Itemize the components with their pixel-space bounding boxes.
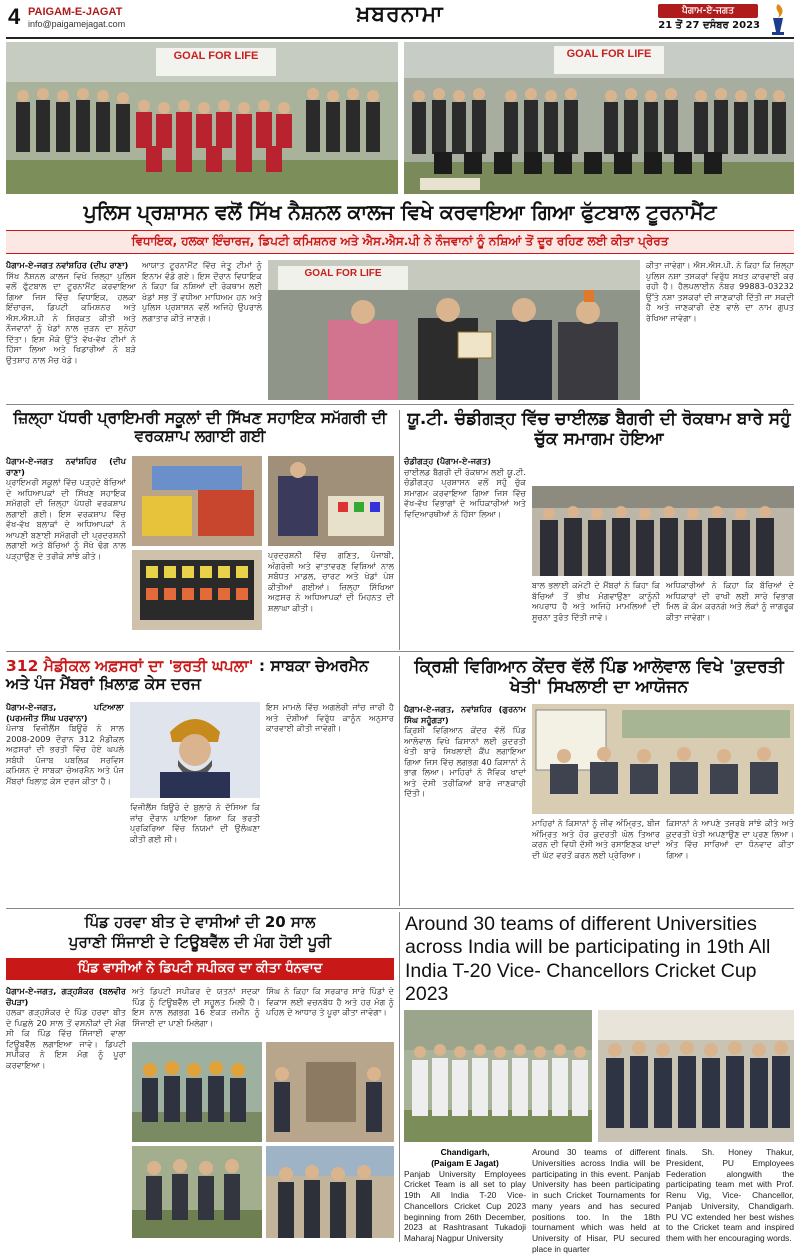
story6-text-3: ਸਿੰਘ ਨੇ ਕਿਹਾ ਕਿ ਸਰਕਾਰ ਸਾਰੇ ਪਿੰਡਾਂ ਦੇ ਵਿਕਾਸ ਲਈ ਵਚਨਬੱਧ ਹੈ ਅਤੇ ਹਰ ਮੰਗ ਨੂੰ ਪਹਿਲ ਦੇ ਆਧਾਰ ਤੇ ਪੂਰਾ ਕੀਤਾ ਜਾਵੇਗਾ। [266, 986, 394, 1017]
story6-column-1 [6, 986, 126, 1241]
story3-column-3 [666, 580, 794, 646]
story4-column-2 [532, 818, 660, 904]
goal-for-life-banner-2: GOAL FOR LIFE [566, 48, 652, 60]
recruitment-scam-headline-red: 312 ਮੈਡੀਕਲ ਅਫ਼ਸਰਾਂ ਦਾ 'ਭਰਤੀ ਘਪਲਾ' [6, 657, 254, 675]
pledge-ceremony-photo [532, 486, 794, 576]
child-begging-headline: ਯੂ.ਟੀ. ਚੰਡੀਗੜ੍ਹ ਵਿੱਚ ਚਾਈਲਡ ਬੈਗਰੀ ਦੀ ਰੋਕਥਾਮ ਬਾਰੇ ਸਹੁੰ ਚੁੱਕ ਸਮਾਗਮ ਹੋਇਆ [407, 409, 791, 449]
page-number: 4 [8, 4, 21, 29]
story2-column-2 [268, 550, 394, 646]
football-tournament-subhead: ਵਿਧਾਇਕ, ਹਲਕਾ ਇੰਚਾਰਜ, ਡਿਪਟੀ ਕਮਿਸ਼ਨਰ ਅਤੇ ਐਸ.ਐਸ.ਪੀ ਨੇ ਨੌਜਵਾਨਾਂ ਨੂੰ ਨਸ਼ਿਆਂ ਤੋਂ ਦੂਰ ਰਹਿਣ ਲਈ ਕੀਤਾ ਪ੍ਰੇਰਤ [131, 234, 669, 248]
story2-text-1: ਪ੍ਰਾਇਮਰੀ ਸਕੂਲਾਂ ਵਿੱਚ ਪੜ੍ਹਦੇ ਬੱਚਿਆਂ ਦੇ ਅਧਿਆਪਕਾਂ ਦੀ ਸਿੱਖਣ ਸਹਾਇਕ ਸਮੱਗਰੀ ਦੀ ਜ਼ਿਲ੍ਹਾ ਪੱਧਰੀ ਵਰਕਸ਼ਾਪ ਲਗਾਈ ਗਈ। ਇਸ ਵਰਕਸ਼ਾਪ ਵਿੱਚ ਵੱਖ-ਵੱਖ ਬਲਾਕਾਂ ਦੇ ਅਧਿਆਪਕਾਂ ਨੇ ਆਪਣੀ ਬਣਾਈ ਸਮੱਗਰੀ ਦੀ ਪ੍ਰਦਰਸ਼ਨੀ ਲਗਾਈ ਅਤੇ ਬੱਚਿਆਂ ਨੂੰ ਸੌਖੇ ਢੰਗ ਨਾਲ ਪੜ੍ਹਾਉਣ ਦੇ ਤਰੀਕੇ ਸਾਂਝੇ ਕੀਤੇ। [6, 477, 126, 561]
story7-text-3: finals. Sh. Honey Thakur, President, PU Employees Federation alongwith the participating team met with Prof. Renu Vig, Vice- Chancellor, Panjab University, Chandigarh. PU VC extended her best wishes to the Cricket team and inspired them with her encouraging words. [666, 1147, 794, 1243]
story5-column-1 [6, 702, 124, 904]
story3-text-1: ਚਾਈਲਡ ਬੈਗਰੀ ਦੀ ਰੋਕਥਾਮ ਲਈ ਯੂ.ਟੀ. ਚੰਡੀਗੜ੍ਹ ਪ੍ਰਸ਼ਾਸਨ ਵਲੋਂ ਸਹੁੰ ਚੁੱਕ ਸਮਾਗਮ ਕਰਵਾਇਆ ਗਿਆ ਜਿਸ ਵਿੱਚ ਵੱਖ-ਵੱਖ ਵਿਭਾਗਾਂ ਦੇ ਅਧਿਕਾਰੀਆਂ ਅਤੇ ਵਿਦਿਆਰਥੀਆਂ ਨੇ ਹਿੱਸਾ ਲਿਆ। [404, 466, 526, 519]
cricket-team-photo-1 [404, 1010, 592, 1142]
story2-column-1 [6, 456, 126, 646]
tubewell-headline-line2: ਪੁਰਾਣੀ ਸਿੰਜਾਈ ਦੇ ਟਿਊਬਵੈੱਲ ਦੀ ਮੰਗ ਹੋਈ ਪੂਰੀ [68, 933, 332, 951]
goal-for-life-banner-3: GOAL FOR LIFE [304, 268, 382, 279]
football-team-photo-1 [6, 42, 398, 194]
goal-for-life-banner: GOAL FOR LIFE [173, 50, 259, 62]
tubewell-photo-4 [266, 1146, 394, 1238]
tubewell-headline-line1: ਪਿੰਡ ਹਰਵਾ ਬੀਤ ਦੇ ਵਾਸੀਆਂ ਦੀ 20 ਸਾਲ [84, 913, 316, 931]
farming-training-photo [532, 704, 794, 814]
story7-column-3 [666, 1147, 794, 1243]
story5-text-1: ਪੰਜਾਬ ਵਿਜੀਲੈਂਸ ਬਿਊਰੋ ਨੇ ਸਾਲ 2008-2009 ਦੌਰਾਨ 312 ਮੈਡੀਕਲ ਅਫ਼ਸਰਾਂ ਦੀ ਭਰਤੀ ਵਿੱਚ ਹੋਏ ਘਪਲੇ ਸਬੰਧੀ ਪੰਜਾਬ ਪਬਲਿਕ ਸਰਵਿਸ ਕਮਿਸ਼ਨ ਦੇ ਸਾਬਕਾ ਚੇਅਰਮੈਨ ਅਤੇ ਪੰਜ ਮੈਂਬਰਾਂ ਖ਼ਿਲਾਫ਼ ਕੇਸ ਦਰਜ ਕੀਤਾ ਹੈ। [6, 723, 124, 786]
section-title: ਖ਼ਬਰਨਾਮਾ [356, 2, 444, 27]
story7-text-2: Around 30 teams of different Universities across India will be participating in this event. Panjab University has been participating in such Cricket Tournaments for many years and has secured positions too. In the 18th tournament which was held at University of Hisar, PU secured place in quarter [532, 1147, 660, 1254]
story6-column-2 [132, 986, 260, 1038]
football-team-photo-2 [404, 42, 794, 194]
story1-dateline: ਪੈਗਾਮ-ਏ-ਜਗਤ ਨਵਾਂਸ਼ਹਿਰ (ਦੀਪ ਰਾਣਾ) [6, 260, 129, 270]
story7-column-2 [532, 1147, 660, 1254]
email[interactable]: info@paigamejagat.com [28, 19, 126, 29]
story3-column-2 [532, 580, 660, 646]
story1-text-2: ਆਯਾਤ ਟੂਰਨਾਮੈਂਟ ਵਿੱਚ ਜੇਤੂ ਟੀਮਾਂ ਨੂੰ ਇਨਾਮ ਵੰਡੇ ਗਏ। ਇਸ ਦੌਰਾਨ ਵਿਧਾਇਕ ਨੇ ਕਿਹਾ ਕਿ ਨਸ਼ਿਆਂ ਦੀ ਰੋਕਥਾਮ ਲਈ ਖੇਡਾਂ ਸਭ ਤੋਂ ਵਧੀਆ ਮਾਧਿਅਮ ਹਨ ਅਤੇ ਪੁਲਿਸ ਪ੍ਰਸ਼ਾਸਨ ਵਲੋਂ ਅਜਿਹੇ ਉਪਰਾਲੇ ਲਗਾਤਾਰ ਕੀਤੇ ਜਾਣਗੇ। [142, 260, 262, 323]
workshop-photo-2 [268, 456, 394, 546]
story3-dateline: ਚੰਡੀਗੜ੍ਹ (ਪੈਗਾਮ-ਏ-ਜਗਤ) [404, 456, 491, 466]
workshop-photo-3 [132, 550, 262, 630]
story5-column-3 [130, 802, 260, 904]
story6-text-1: ਹਲਕਾ ਗੜ੍ਹਸ਼ੰਕਰ ਦੇ ਪਿੰਡ ਹਰਵਾ ਬੀਤ ਦੇ ਪਿਛਲੇ 20 ਸਾਲ ਤੋਂ ਵਸਨੀਕਾਂ ਦੀ ਮੰਗ ਸੀ ਕਿ ਪਿੰਡ ਵਿੱਚ ਸਿੰਜਾਈ ਵਾਲਾ ਟਿਊਬਵੈੱਲ ਲਗਾਇਆ ਜਾਵੇ। ਡਿਪਟੀ ਸਪੀਕਰ ਨੇ ਇਸ ਮੰਗ ਨੂੰ ਪੂਰਾ ਕਰਵਾਇਆ। [6, 1007, 126, 1070]
brand-name: PAIGAM-E-JAGAT [28, 6, 123, 18]
story3-column-1 [404, 456, 526, 576]
natural-farming-headline: ਕ੍ਰਿਸ਼ੀ ਵਿਗਿਆਨ ਕੇਂਦਰ ਵੱਲੋਂ ਪਿੰਡ ਆਲੋਵਾਲ ਵਿਖੇ 'ਕੁਦਰਤੀ ਖੇਤੀ' ਸਿਖਲਾਈ ਦਾ ਆਯੋਜਨ [414, 657, 784, 697]
story3-text-3: ਅਧਿਕਾਰੀਆਂ ਨੇ ਕਿਹਾ ਕਿ ਬੱਚਿਆਂ ਦੇ ਅਧਿਕਾਰਾਂ ਦੀ ਰਾਖੀ ਲਈ ਸਾਰੇ ਵਿਭਾਗ ਮਿਲ ਕੇ ਕੰਮ ਕਰਨਗੇ ਅਤੇ ਲੋਕਾਂ ਨੂੰ ਜਾਗਰੂਕ ਕੀਤਾ ਜਾਵੇਗਾ। [666, 580, 794, 622]
story7-column-1 [404, 1147, 526, 1243]
issue-date: 21 ਤੋਂ 27 ਦਸੰਬਰ 2023 [658, 20, 760, 31]
story7-dateline-source: (Paigam E Jagat) [431, 1157, 499, 1168]
story4-text-3: ਕਿਸਾਨਾਂ ਨੇ ਆਪਣੇ ਤਜਰਬੇ ਸਾਂਝੇ ਕੀਤੇ ਅਤੇ ਕੁਦਰਤੀ ਖੇਤੀ ਅਪਣਾਉਣ ਦਾ ਪ੍ਰਣ ਲਿਆ। ਅੰਤ ਵਿੱਚ ਸਾਰਿਆਂ ਦਾ ਧੰਨਵਾਦ ਕੀਤਾ ਗਿਆ। [666, 818, 794, 860]
story7-dateline-place: Chandigarh, [440, 1147, 490, 1157]
award-ceremony-photo [268, 260, 640, 400]
tubewell-photo-1 [132, 1042, 262, 1142]
story1-column-1 [6, 260, 136, 400]
recruitment-scam-headline-black: : ਸਾਬਕਾ ਚੇਅਰਮੈਨ ਅਤੇ ਪੰਜ ਮੈਂਬਰਾਂ ਖ਼ਿਲਾਫ਼ ਕੇਸ ਦਰਜ [6, 657, 369, 693]
story1-column-2 [142, 260, 262, 400]
story6-text-2: ਅਤੇ ਡਿਪਟੀ ਸਪੀਕਰ ਦੇ ਯਤਨਾਂ ਸਦਕਾ ਪਿੰਡ ਨੂੰ ਟਿਊਬਵੈੱਲ ਦੀ ਸਹੂਲਤ ਮਿਲੀ ਹੈ। ਇਸ ਨਾਲ ਲਗਭਗ 16 ਏਕੜ ਜ਼ਮੀਨ ਨੂੰ ਸਿੰਜਾਈ ਦਾ ਪਾਣੀ ਮਿਲੇਗਾ। [132, 986, 260, 1028]
masthead-rule [6, 37, 794, 39]
story5-column-4 [266, 702, 394, 904]
tubewell-photo-3 [132, 1146, 262, 1238]
story1-column-3 [646, 260, 794, 400]
workshop-photo-1 [132, 456, 262, 546]
story6-dateline: ਪੈਗਾਮ-ਏ-ਜਗਤ, ਗੜ੍ਹਸ਼ੰਕਰ (ਬਲਵੀਰ ਚੌਪੜਾ) [6, 986, 126, 1007]
story5-dateline: ਪੈਗਾਮ-ਏ-ਜਗਤ, ਪਟਿਆਲਾ (ਪਰਮਜੀਤ ਸਿੰਘ ਪਰਵਾਨਾ) [6, 702, 124, 723]
story1-text-3: ਕੀਤਾ ਜਾਵੇਗਾ। ਐਸ.ਐਸ.ਪੀ. ਨੇ ਕਿਹਾ ਕਿ ਜ਼ਿਲ੍ਹਾ ਪੁਲਿਸ ਨਸ਼ਾ ਤਸਕਰਾਂ ਵਿਰੁੱਧ ਸਖ਼ਤ ਕਾਰਵਾਈ ਕਰ ਰਹੀ ਹੈ। ਹੈਲਪਲਾਈਨ ਨੰਬਰ 99883-03232 ਉੱਤੇ ਨਸ਼ਾ ਤਸਕਰਾਂ ਦੀ ਜਾਣਕਾਰੀ ਦਿੱਤੀ ਜਾ ਸਕਦੀ ਹੈ ਅਤੇ ਜਾਣਕਾਰੀ ਦੇਣ ਵਾਲੇ ਦਾ ਨਾਮ ਗੁਪਤ ਰੱਖਿਆ ਜਾਵੇਗਾ। [646, 260, 794, 323]
story3-text-2: ਬਾਲ ਭਲਾਈ ਕਮੇਟੀ ਦੇ ਮੈਂਬਰਾਂ ਨੇ ਕਿਹਾ ਕਿ ਬੱਚਿਆਂ ਤੋਂ ਭੀਖ ਮੰਗਵਾਉਣਾ ਕਾਨੂੰਨੀ ਅਪਰਾਧ ਹੈ ਅਤੇ ਅਜਿਹੇ ਮਾਮਲਿਆਂ ਦੀ ਸੂਚਨਾ ਤੁਰੰਤ ਦਿੱਤੀ ਜਾਵੇ। [532, 580, 660, 622]
story6-column-3 [266, 986, 394, 1038]
tubewell-photo-2 [266, 1042, 394, 1142]
story2-text-2: ਪ੍ਰਦਰਸ਼ਨੀ ਵਿੱਚ ਗਣਿਤ, ਪੰਜਾਬੀ, ਅੰਗਰੇਜ਼ੀ ਅਤੇ ਵਾਤਾਵਰਣ ਵਿਸ਼ਿਆਂ ਨਾਲ ਸਬੰਧਤ ਮਾਡਲ, ਚਾਰਟ ਅਤੇ ਖੇਡਾਂ ਪੇਸ਼ ਕੀਤੀਆਂ ਗਈਆਂ। ਜ਼ਿਲ੍ਹਾ ਸਿੱਖਿਆ ਅਫ਼ਸਰ ਨੇ ਅਧਿਆਪਕਾਂ ਦੀ ਮਿਹਨਤ ਦੀ ਸ਼ਲਾਘਾ ਕੀਤੀ। [268, 550, 394, 613]
story5-text-4: ਇਸ ਮਾਮਲੇ ਵਿੱਚ ਅਗਲੇਰੀ ਜਾਂਚ ਜਾਰੀ ਹੈ ਅਤੇ ਦੋਸ਼ੀਆਂ ਵਿਰੁੱਧ ਕਾਨੂੰਨ ਅਨੁਸਾਰ ਕਾਰਵਾਈ ਕੀਤੀ ਜਾਵੇਗੀ। [266, 702, 394, 733]
torch-logo-icon [764, 2, 792, 36]
story4-text-1: ਕ੍ਰਿਸ਼ੀ ਵਿਗਿਆਨ ਕੇਂਦਰ ਵੱਲੋਂ ਪਿੰਡ ਆਲੋਵਾਲ ਵਿਖੇ ਕਿਸਾਨਾਂ ਲਈ ਕੁਦਰਤੀ ਖੇਤੀ ਬਾਰੇ ਸਿਖਲਾਈ ਕੈਂਪ ਲਗਾਇਆ ਗਿਆ ਜਿਸ ਵਿੱਚ ਲਗਭਗ 40 ਕਿਸਾਨਾਂ ਨੇ ਭਾਗ ਲਿਆ। ਮਾਹਿਰਾਂ ਨੇ ਜੈਵਿਕ ਖਾਦਾਂ ਅਤੇ ਦੇਸੀ ਤਰੀਕਿਆਂ ਬਾਰੇ ਜਾਣਕਾਰੀ ਦਿੱਤੀ। [404, 725, 526, 798]
story4-text-2: ਮਾਹਿਰਾਂ ਨੇ ਕਿਸਾਨਾਂ ਨੂੰ ਜੀਵ ਅੰਮ੍ਰਿਤ, ਬੀਜ ਅੰਮ੍ਰਿਤ ਅਤੇ ਹੋਰ ਕੁਦਰਤੀ ਘੋਲ ਤਿਆਰ ਕਰਨ ਦੀ ਵਿਧੀ ਦੱਸੀ ਅਤੇ ਰਸਾਇਣਕ ਖਾਦਾਂ ਦੀ ਘੱਟ ਵਰਤੋਂ ਕਰਨ ਲਈ ਪ੍ਰੇਰਿਆ। [532, 818, 660, 860]
official-portrait-photo [130, 702, 260, 798]
cricket-team-photo-2 [598, 1010, 794, 1142]
story2-dateline: ਪੈਗਾਮ-ਏ-ਜਗਤ ਨਵਾਂਸ਼ਹਿਰ (ਦੀਪ ਰਾਣਾ) [6, 456, 126, 477]
tubewell-subhead: ਪਿੰਡ ਵਾਸੀਆਂ ਨੇ ਡਿਪਟੀ ਸਪੀਕਰ ਦਾ ਕੀਤਾ ਧੰਨਵਾਦ [77, 961, 323, 976]
story4-dateline: ਪੈਗਾਮ-ਏ-ਜਗਤ, ਨਵਾਂਸ਼ਹਿਰ (ਗੁਰਨਾਮ ਸਿੰਘ ਸਹੂੰਗੜਾ) [404, 704, 526, 725]
workshop-headline: ਜ਼ਿਲ੍ਹਾ ਪੱਧਰੀ ਪ੍ਰਾਇਮਰੀ ਸਕੂਲਾਂ ਦੀ ਸਿੱਖਣ ਸਹਾਇਕ ਸਮੱਗਰੀ ਦੀ ਵਰਕਸ਼ਾਪ ਲਗਾਈ ਗਈ [13, 409, 387, 445]
football-tournament-headline: ਪੁਲਿਸ ਪ੍ਰਸ਼ਾਸਨ ਵਲੋਂ ਸਿੱਖ ਨੈਸ਼ਨਲ ਕਾਲਜ ਵਿਖੇ ਕਰਵਾਇਆ ਗਿਆ ਫੁੱਟਬਾਲ ਟੂਰਨਾਮੈਂਟ [83, 200, 717, 224]
story4-column-3 [666, 818, 794, 904]
story5-text-3: ਵਿਜੀਲੈਂਸ ਬਿਊਰੋ ਦੇ ਬੁਲਾਰੇ ਨੇ ਦੱਸਿਆ ਕਿ ਜਾਂਚ ਦੌਰਾਨ ਪਾਇਆ ਗਿਆ ਕਿ ਭਰਤੀ ਪ੍ਰਕਿਰਿਆ ਵਿੱਚ ਨਿਯਮਾਂ ਦੀ ਉਲੰਘਣਾ ਕੀਤੀ ਗਈ ਸੀ। [130, 802, 260, 844]
cricket-cup-headline: Around 30 teams of different Universities across India will be participating in 19th All India T-20 Vice- Chancellors Cricket Cup 2023 [405, 913, 771, 1006]
masthead-logo: ਪੈਗਾਮ-ਏ-ਜਗਤ [658, 4, 758, 18]
story1-text-1: ਸਿੱਖ ਨੈਸ਼ਨਲ ਕਾਲਜ ਵਿਖੇ ਜ਼ਿਲ੍ਹਾ ਪੁਲਿਸ ਵਲੋਂ ਫੁੱਟਬਾਲ ਦਾ ਟੂਰਨਾਮੈਂਟ ਕਰਵਾਇਆ ਗਿਆ ਜਿਸ ਵਿੱਚ ਵਿਧਾਇਕ, ਹਲਕਾ ਇੰਚਾਰਜ, ਡਿਪਟੀ ਕਮਿਸ਼ਨਰ ਅਤੇ ਐਸ.ਐਸ.ਪੀ ਨੇ ਸ਼ਿਰਕਤ ਕੀਤੀ ਅਤੇ ਨੌਜਵਾਨਾਂ ਨੂੰ ਖੇਡਾਂ ਨਾਲ ਜੁੜਨ ਦਾ ਸੁਨੇਹਾ ਦਿੱਤਾ। ਇਸ ਮੌਕੇ ਉੱਤੇ ਵੱਖ-ਵੱਖ ਟੀਮਾਂ ਨੇ ਹਿੱਸਾ ਲਿਆ ਅਤੇ ਖਿਡਾਰੀਆਂ ਨੇ ਬੜੇ ਉਤਸ਼ਾਹ ਨਾਲ ਮੈਚ ਖੇਡੇ। [6, 270, 136, 365]
story7-text-1: Panjab University Employees Cricket Team is all set to play 19th All India T-20 Vice- Chancellors Cricket Cup 2023 beginning from 26th December, 2023 at Rashtrasant Tukadoji Maharaj Nagpur University [404, 1168, 526, 1243]
recruitment-scam-headline [6, 658, 394, 694]
story4-column-1 [404, 704, 526, 904]
